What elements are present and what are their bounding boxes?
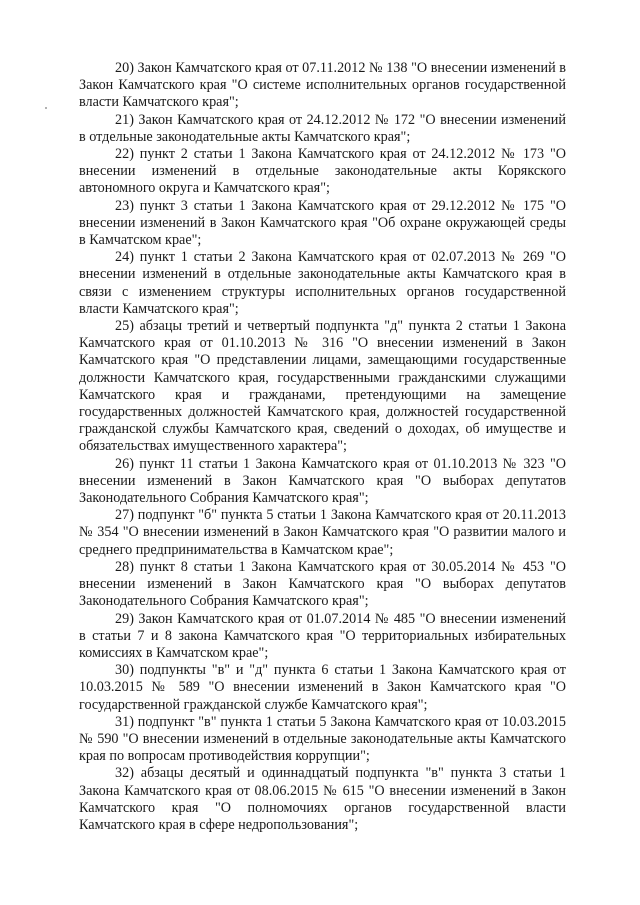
list-item-26: 26) пункт 11 статьи 1 Закона Камчатского края от 01.10.2013 № 323 "О внесении изменений в Закон Камчатского края "О выборах депутатов Законодательного Собрания Камчатского края";	[79, 455, 566, 507]
list-item-30: 30) подпункты "в" и "д" пункта 6 статьи 1 Закона Камчатского края от 10.03.2015 № 589 "О внесении изменений в Закон Камчатского края "О государственной гражданской службе Камчатского края";	[79, 662, 566, 713]
list-item-23: 23) пункт 3 статьи 1 Закона Камчатского края от 29.12.2012 № 175 "О внесении изменений в Закон Камчатского края "Об охране окружающей среды в Камчатском крае";	[79, 197, 566, 249]
document-body	[79, 60, 566, 834]
list-item-29: 29) Закон Камчатского края от 01.07.2014 № 485 "О внесении изменений в статьи 7 и 8 закона Камчатского края "О территориальных избирательных комиссиях в Камчатском крае";	[79, 610, 566, 661]
list-item-32: 32) абзацы десятый и одиннадцатый подпункта "в" пункта 3 статьи 1 Закона Камчатского края от 08.06.2015 № 615 "О внесении изменений в Закон Камчатского края "О полномочиях органов государственной власти Камчатского края в сфере недропользования";	[79, 765, 566, 833]
list-item-22: 22) пункт 2 статьи 1 Закона Камчатского края от 24.12.2012 № 173 "О внесении изменений в отдельные законодательные акты Корякского автономного округа и Камчатского края";	[79, 146, 566, 197]
list-item-28: 28) пункт 8 статьи 1 Закона Камчатского края от 30.05.2014 № 453 "О внесении изменений в Закон Камчатского края "О выборах депутатов Законодательного Собрания Камчатского края";	[79, 558, 566, 610]
list-item-24: 24) пункт 1 статьи 2 Закона Камчатского края от 02.07.2013 № 269 "О внесении изменений в отдельные законодательные акты Камчатского края в связи с изменением структуры исполнительных органов государственной власти Камчатского края";	[79, 249, 566, 317]
list-item-25: 25) абзацы третий и четвертый подпункта "д" пункта 2 статьи 1 Закона Камчатского края от 01.10.2013 № 316 "О внесении изменений в Закон Камчатского края "О представлении лицами, замещающими государственные должности Камчатского края, государственными гражданскими служащими Камчатского края и гражданами, претендующими на замещение государственных должностей Камчатского края, должностей государственной гражданской службы Камчатского края, сведений о доходах, об имуществе и обязательствах имущественного характера";	[79, 318, 566, 455]
list-item-27: 27) подпункт "б" пункта 5 статьи 1 Закона Камчатского края от 20.11.2013 № 354 "О внесении изменений в Закон Камчатского края "О развитии малого и среднего предпринимательства в Камчатском крае";	[79, 507, 566, 558]
list-item-31: 31) подпункт "в" пункта 1 статьи 5 Закона Камчатского края от 10.03.2015 № 590 "О внесении изменений в отдельные законодательные акты Камчатского края по вопросам противодействия коррупции";	[79, 713, 566, 765]
list-item-21: 21) Закон Камчатского края от 24.12.2012 № 172 "О внесении изменений в отдельные законодательные акты Камчатского края";	[79, 111, 566, 145]
scan-speck	[45, 107, 47, 109]
list-item-20: 20) Закон Камчатского края от 07.11.2012 № 138 "О внесении изменений в Закон Камчатского края "О системе исполнительных органов государственной власти Камчатского края";	[79, 60, 566, 111]
